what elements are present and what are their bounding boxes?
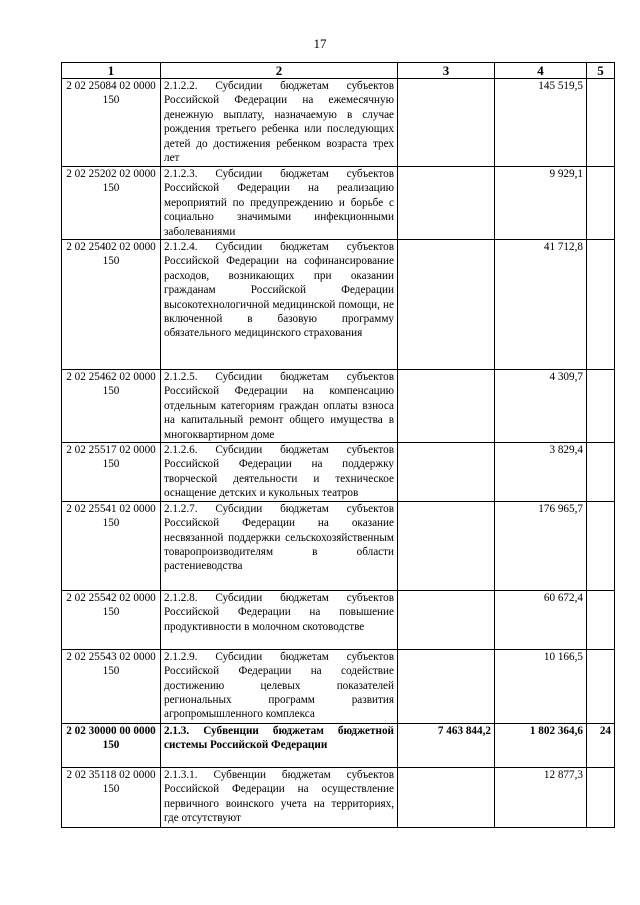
row-col4-value: 4 309,7 [495, 370, 587, 443]
row-code: 2 02 25462 02 0000 150 [62, 370, 161, 443]
row-col3-value [398, 167, 495, 240]
row-col3-value [398, 240, 495, 370]
table-row [62, 370, 615, 443]
table-header-row [62, 63, 615, 79]
table-row [62, 240, 615, 370]
row-col3-value [398, 443, 495, 502]
row-col5-value [587, 649, 615, 723]
column-header: 1 [62, 63, 161, 79]
row-col3-value [398, 767, 495, 827]
row-description: 2.1.2.2. Субсидии бюджетам субъектов Российской Федерации на ежемесячную денежную выплату, назначаемую в случае рождения третьего ребенка или последующих детей до достижения ребенком возраста трех лет [161, 79, 398, 167]
row-code: 2 02 25543 02 0000 150 [62, 649, 161, 723]
row-col5-value [587, 590, 615, 649]
row-col4-value: 176 965,7 [495, 501, 587, 590]
row-description: 2.1.2.9. Субсидии бюджетам субъектов Российской Федерации на содействие достижению целевых показателей региональных программ развития агропромышленного комплекса [161, 649, 398, 723]
row-col5-value [587, 501, 615, 590]
row-col5-value [587, 370, 615, 443]
table-row [62, 723, 615, 767]
row-col4-value: 12 877,3 [495, 767, 587, 827]
table-row [62, 767, 615, 827]
row-col3-value [398, 649, 495, 723]
row-code: 2 02 25542 02 0000 150 [62, 590, 161, 649]
budget-table [61, 62, 615, 828]
row-description: 2.1.2.3. Субсидии бюджетам субъектов Российской Федерации на реализацию мероприятий по предупреждению и борьбе с социально значимыми инфекционными заболеваниями [161, 167, 398, 240]
row-col3-value [398, 590, 495, 649]
row-col4-value: 3 829,4 [495, 443, 587, 502]
row-description: 2.1.2.6. Субсидии бюджетам субъектов Российской Федерации на поддержку творческой деятельности и техническое оснащение детских и кукольных театров [161, 443, 398, 502]
row-description: 2.1.2.5. Субсидии бюджетам субъектов Российской Федерации на компенсацию отдельным категориям граждан оплаты взноса на капитальный ремонт общего имущества в многоквартирном доме [161, 370, 398, 443]
row-description: 2.1.2.4. Субсидии бюджетам субъектов Российской Федерации на софинансирование расходов, возникающих при оказании гражданам Российской Федерации высокотехнологичной медицинской помощи, не включенной в базовую программу обязательного медицинского страхования [161, 240, 398, 370]
row-col5-value [587, 79, 615, 167]
row-description: 2.1.3. Субвенции бюджетам бюджетной системы Российской Федерации [161, 723, 398, 767]
row-col5-value [587, 767, 615, 827]
row-col5-value [587, 443, 615, 502]
row-code: 2 02 25541 02 0000 150 [62, 501, 161, 590]
table-row [62, 79, 615, 167]
row-col4-value: 41 712,8 [495, 240, 587, 370]
row-col5-value: 24 [587, 723, 615, 767]
column-header: 3 [398, 63, 495, 79]
row-description: 2.1.2.8. Субсидии бюджетам субъектов Российской Федерации на повышение продуктивности в молочном скотоводстве [161, 590, 398, 649]
table-row [62, 501, 615, 590]
column-header: 2 [161, 63, 398, 79]
row-col3-value: 7 463 844,2 [398, 723, 495, 767]
table-row [62, 590, 615, 649]
row-col3-value [398, 79, 495, 167]
row-code: 2 02 35118 02 0000 150 [62, 767, 161, 827]
column-header: 5 [587, 63, 615, 79]
row-col5-value [587, 167, 615, 240]
column-header: 4 [495, 63, 587, 79]
row-col4-value: 145 519,5 [495, 79, 587, 167]
row-col3-value [398, 501, 495, 590]
row-col5-value [587, 240, 615, 370]
row-description: 2.1.3.1. Субвенции бюджетам субъектов Российской Федерации на осуществление первичного воинского учета на территориях, где отсутствуют [161, 767, 398, 827]
table-row [62, 443, 615, 502]
row-code: 2 02 25202 02 0000 150 [62, 167, 161, 240]
row-code: 2 02 25084 02 0000 150 [62, 79, 161, 167]
page-number: 17 [313, 36, 327, 51]
row-col3-value [398, 370, 495, 443]
row-code: 2 02 25517 02 0000 150 [62, 443, 161, 502]
row-col4-value: 10 166,5 [495, 649, 587, 723]
table-row [62, 649, 615, 723]
row-description: 2.1.2.7. Субсидии бюджетам субъектов Российской Федерации на оказание несвязанной поддержки сельскохозяйственным товаропроизводителям в области растениеводства [161, 501, 398, 590]
row-col4-value: 9 929,1 [495, 167, 587, 240]
table-row [62, 167, 615, 240]
row-code: 2 02 25402 02 0000 150 [62, 240, 161, 370]
row-code: 2 02 30000 00 0000 150 [62, 723, 161, 767]
row-col4-value: 1 802 364,6 [495, 723, 587, 767]
table-body [62, 79, 615, 828]
row-col4-value: 60 672,4 [495, 590, 587, 649]
